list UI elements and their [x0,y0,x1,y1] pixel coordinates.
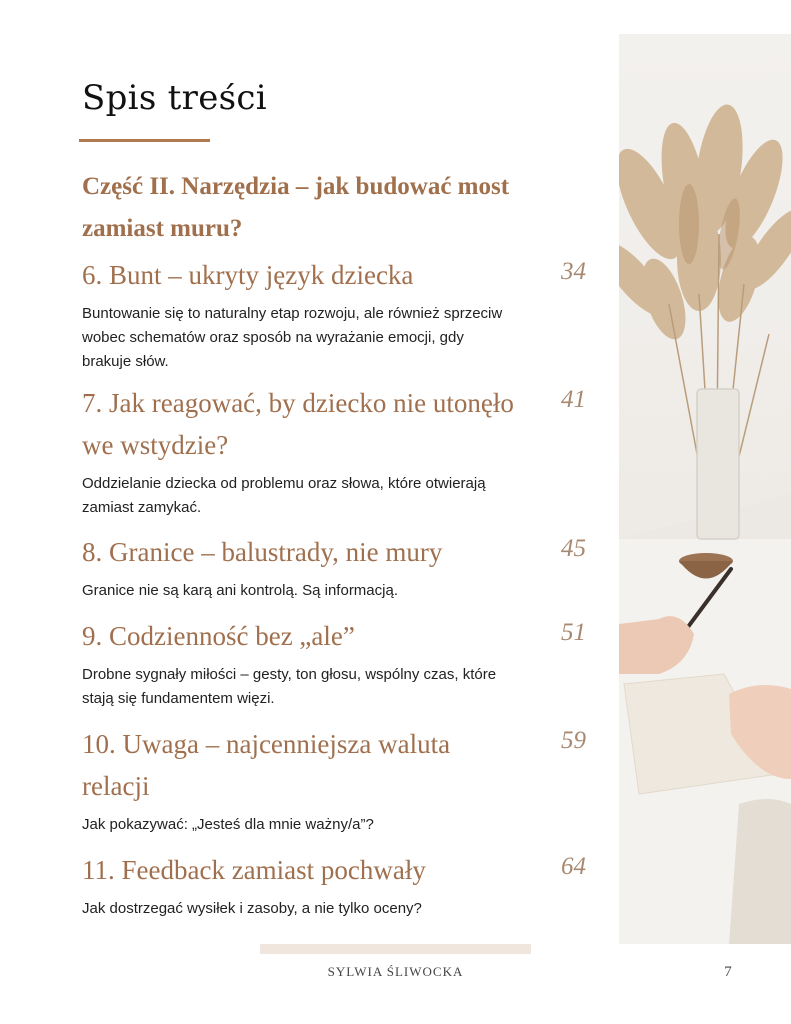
toc-entry-title: 9. Codzienność bez „ale” [82,621,355,651]
part-title: Część II. Narzędzia – jak budować most zamiast muru? [82,173,510,242]
toc-entry-title: 7. Jak reagować, by dziecko nie utonęło we wstydzie? [82,388,514,460]
toc-entry-page: 59 [561,727,586,754]
toc-entry-title: 6. Bunt – ukryty język dziecka [82,260,414,290]
toc-entry-title: 10. Uwaga – najcenniejsza waluta relacji [82,729,451,801]
title-underline [79,139,210,142]
page-title: Spis treści [82,78,267,118]
pampas-vase-illustration [619,34,791,944]
toc-entry-page: 51 [561,619,586,646]
toc-entry-page: 45 [561,535,586,562]
glass-vase [697,389,739,539]
footer-page-number: 7 [724,964,732,980]
blouse [729,799,791,944]
toc-entry-page: 34 [561,258,586,285]
toc-entry-11[interactable] [82,849,592,921]
toc-entry-page: 41 [561,386,586,413]
toc-entry-description: Jak dostrzegać wysiłek i zasoby, a nie tylko oceny? [82,900,422,917]
toc-entry-title: 11. Feedback zamiast pochwały [82,855,426,885]
toc-entry-6[interactable] [82,254,592,374]
decorative-photo [619,34,791,944]
toc-entry-10[interactable] [82,723,592,837]
toc-entry-description: Oddzielanie dziecka od problemu oraz słowa, które otwierają zamiast zamykać. [82,475,486,516]
pampas-plumes [619,102,791,345]
toc-entry-description: Jak pokazywać: „Jesteś dla mnie ważny/a”? [82,816,374,833]
toc-entry-description: Granice nie są karą ani kontrolą. Są informacją. [82,582,398,599]
toc-entry-title: 8. Granice – balustrady, nie mury [82,537,443,567]
footer-author: SYLWIA ŚLIWOCKA [327,964,464,979]
toc-entry-8[interactable] [82,531,592,603]
footer-bar [260,944,531,954]
toc-entry-description: Drobne sygnały miłości – gesty, ton głosu, wspólny czas, które stają się fundamentem więzi. [82,666,497,707]
toc-entry-page: 64 [561,853,586,880]
toc-entry-7[interactable] [82,382,592,520]
toc-entry-9[interactable] [82,615,592,711]
toc-entry-description: Buntowanie się to naturalny etap rozwoju, ale również sprzeciw wobec schematów oraz sposób na wyrażanie emocji, gdy brakuje słów. [82,305,503,370]
